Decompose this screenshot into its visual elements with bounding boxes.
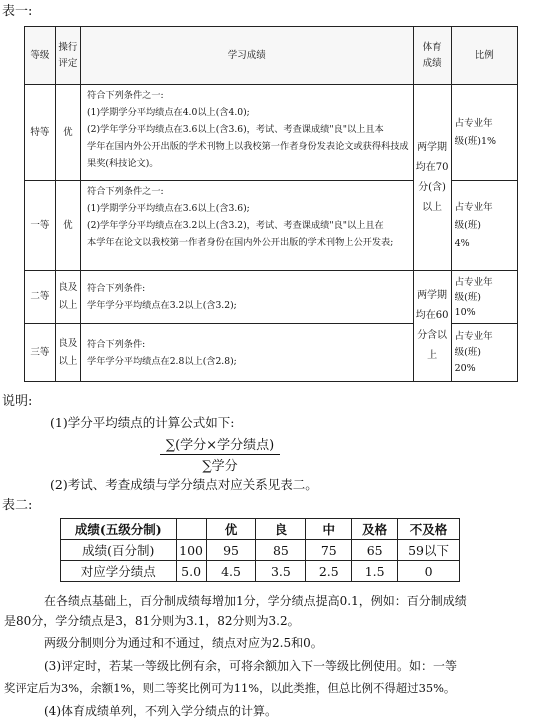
table-cell: 成绩(五级分制) xyxy=(61,519,177,540)
note-2: (2)考试、考查成绩与学分绩点对应关系见表二。 xyxy=(50,477,318,492)
ratio-cell: 占专业年 级(班) 10% xyxy=(451,271,517,324)
table-row xyxy=(61,540,460,561)
table-cell: 良 xyxy=(256,519,306,540)
table-cell: 1.5 xyxy=(352,561,398,582)
pe-cell-top: 两学期 均在70 分(含) 以上 xyxy=(413,85,451,271)
requirement-line: 果奖(科技论文)。 xyxy=(87,158,159,169)
requirement-line: 学年学分平均绩点在2.8以上(含2.8); xyxy=(87,355,237,367)
conduct-cell: 良及 以上 xyxy=(55,324,80,382)
ratio-cell: 占专业年 级(班)1% xyxy=(451,85,517,181)
table-cell: 对应学分绩点 xyxy=(61,561,177,582)
requirement-line: 本学年在论文以我校第一作者身份在国内外公开出版的学术刊物上公开发表; xyxy=(87,237,394,248)
paragraph-1-line-2: 是80分，学分绩点是3，81分则为3.1，82分则为3.2。 xyxy=(4,614,300,628)
requirement-line: (2)学年学分平均绩点在3.6以上(含3.6)，考试、考查课成绩"良"以上且本 xyxy=(87,124,384,135)
ratio-cell: 占专业年 级(班) 20% xyxy=(451,324,517,382)
table-row xyxy=(61,561,460,582)
requirements-cell xyxy=(81,271,414,324)
table-cell: 95 xyxy=(206,540,256,561)
award-criteria-table xyxy=(24,26,518,382)
grade-point-table xyxy=(60,518,460,582)
table-cell: 5.0 xyxy=(176,561,206,582)
paragraph-3-line-2: 奖评定后为3%，余额1%，则二等奖比例可为11%，以此类推，但总比例不得超过35%。 xyxy=(4,681,456,695)
requirement-line: 符合下列条件: xyxy=(87,283,146,294)
table-cell: 100 xyxy=(176,540,206,561)
table-cell: 不及格 xyxy=(398,519,460,540)
formula-numerator: ∑(学分×学分绩点) xyxy=(160,434,280,455)
table-cell: 65 xyxy=(352,540,398,561)
table-row xyxy=(25,85,518,181)
requirements-cell xyxy=(81,85,414,181)
paragraph-1-line-1: 在各绩点基础上，百分制成绩每增加1分，学分绩点提高0.1，例如：百分制成绩 xyxy=(44,594,467,608)
requirements-cell xyxy=(81,324,414,382)
header-conduct: 操行 评定 xyxy=(55,27,80,85)
requirements-cell xyxy=(81,181,414,271)
grade-cell: 二等 xyxy=(25,271,56,324)
table-cell: 2.5 xyxy=(306,561,352,582)
header-academic: 学习成绩 xyxy=(81,27,414,85)
conduct-cell: 优 xyxy=(55,181,80,271)
grade-cell: 一等 xyxy=(25,181,56,271)
formula-denominator: ∑学分 xyxy=(202,459,238,474)
paragraph-3-line-1: (3)评定时，若某一等级比例有余，可将余额加入下一等级比例使用。如：一等 xyxy=(44,659,458,673)
header-pe: 体育 成绩 xyxy=(413,27,451,85)
requirement-line: 符合下列条件: xyxy=(87,338,146,350)
table-cell: 0 xyxy=(398,561,460,582)
table1-caption: 表一: xyxy=(2,4,33,19)
grade-cell: 三等 xyxy=(25,324,56,382)
header-grade: 等级 xyxy=(25,27,56,85)
requirement-line: 学年在国内外公开出版的学术刊物上以我校第一作者身份发表论文或获得科技成 xyxy=(87,141,409,152)
requirement-line: 符合下列条件之一: xyxy=(87,90,164,101)
table-cell: 75 xyxy=(306,540,352,561)
table-cell: 及格 xyxy=(352,519,398,540)
conduct-cell: 优 xyxy=(55,85,80,181)
paragraph-4: (4)体育成绩单列，不列入学分绩点的计算。 xyxy=(44,704,277,718)
table2-caption: 表二: xyxy=(2,498,33,513)
ratio-cell: 占专业年 级(班) 4% xyxy=(451,181,517,271)
requirement-line: 学年学分平均绩点在3.2以上(含3.2); xyxy=(87,300,237,311)
paragraph-2: 两级分制则分为通过和不通过，绩点对应为2.5和0。 xyxy=(44,636,323,650)
requirement-line: (1)学期学分平均绩点在4.0以上(含4.0); xyxy=(87,107,250,118)
table-cell xyxy=(176,519,206,540)
requirement-line: (2)学年学分平均绩点在3.2以上(含3.2)，考试、考查课成绩"良"以上且在 xyxy=(87,220,384,231)
table-row xyxy=(25,271,518,324)
table-cell: 中 xyxy=(306,519,352,540)
notes-title: 说明: xyxy=(2,394,33,409)
table-cell: 85 xyxy=(256,540,306,561)
table-cell: 成绩(百分制) xyxy=(61,540,177,561)
note-1: (1)学分平均绩点的计算公式如下: xyxy=(50,415,235,430)
table-cell: 4.5 xyxy=(206,561,256,582)
requirement-line: (1)学期学分平均绩点在3.6以上(含3.6); xyxy=(87,203,250,214)
table-row xyxy=(61,519,460,540)
gpa-formula xyxy=(160,434,280,474)
conduct-cell: 良及 以上 xyxy=(55,271,80,324)
requirement-line: 符合下列条件之一: xyxy=(87,186,164,197)
table-cell: 优 xyxy=(206,519,256,540)
grade-cell: 特等 xyxy=(25,85,56,181)
table-cell: 59以下 xyxy=(398,540,460,561)
table-cell: 3.5 xyxy=(256,561,306,582)
pe-cell-bottom: 两学期 均在60 分含以 上 xyxy=(413,271,451,382)
header-ratio: 比例 xyxy=(451,27,517,85)
